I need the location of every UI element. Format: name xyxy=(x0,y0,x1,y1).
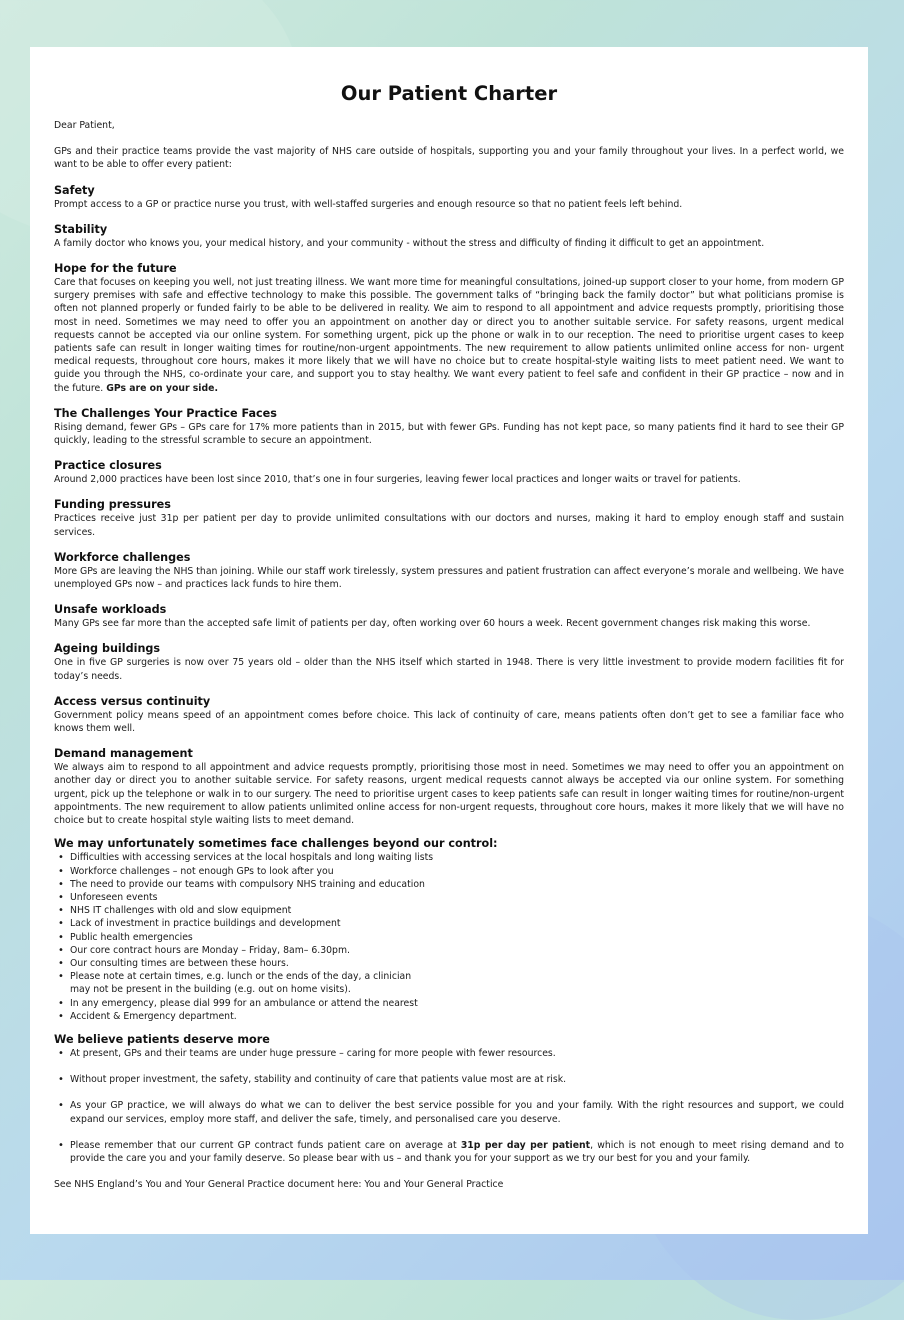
believe-list-heading: We believe patients deserve more xyxy=(54,1032,270,1046)
list-item-bold-text: 31p per day per patient xyxy=(460,1139,591,1151)
section-body-closures: Around 2,000 practices have been lost since 2010, that’s one in four surgeries, leaving fewer local practices and longer waits or travel for patients. xyxy=(54,474,741,486)
footer-note: See NHS England’s You and Your General Practice document here: You and Your General Practice xyxy=(54,1179,504,1191)
believe-list xyxy=(54,1047,844,1165)
section-heading-access: Access versus continuity xyxy=(54,694,211,708)
list-item: • At present, GPs and their teams are under huge pressure – caring for more people with fewer resources. xyxy=(70,1047,844,1060)
section-body-demand: We always aim to respond to all appointment and advice requests promptly, prioritising those most in need. Sometimes we may need to offer you an appointment on another day or direct you to another suitable service. For safety reasons, urgent medical requests cannot always be accepted via our online system. For something urgent, pick up the telephone or walk in to our surgery. The need to prioritise urgent cases to keep patients safe can result in longer waiting times for routine/non-urgent appointments. The new requirement to allow patients unlimited online access for non-urgent requests, throughout core hours, makes it more likely that we will have no choice but to create hospital style waiting lists to meet demand. xyxy=(54,762,844,827)
challenges-list xyxy=(54,851,844,1023)
section-body-safety: Prompt access to a GP or practice nurse you trust, with well-staffed surgeries and enough resource so that no patient feels left behind. xyxy=(54,198,683,210)
section-heading-closures: Practice closures xyxy=(54,459,162,473)
section-heading-demand: Demand management xyxy=(54,747,193,761)
list-item xyxy=(70,1139,844,1165)
intro-paragraph: GPs and their practice teams provide the vast majority of NHS care outside of hospitals, supporting you and your family throughout your lives. In a perfect world, we want to be able to offer every patient: xyxy=(54,146,844,171)
section-body-stability: A family doctor who knows you, your medical history, and your community - without the stress and difficulty of finding it difficult to get an appointment. xyxy=(54,237,765,249)
section-heading-hope: Hope for the future xyxy=(54,262,177,276)
section-heading-workloads: Unsafe workloads xyxy=(54,603,167,617)
list-item: • Unforeseen events xyxy=(70,891,844,904)
hope-text: Care that focuses on keeping you well, not just treating illness. We want more time for meaningful consultations, joined-up support closer to your home, from modern GP surgery premises with safe and effective technology to make this possible. The government talks of “bringing back the family doctor” but what politicians promise is often not planned properly or funded fairly to be able to be delivered in reality. We aim to respond to all appointment and advice requests promptly, prioritising those most in need. Sometimes we may need to offer you an appointment on another day or direct you to another suitable service. For safety reasons, urgent medical requests cannot be accepted via our online system. For something urgent, pick up the phone or walk in to our reception. The need to prioritise urgent cases to keep patients safe can result in longer waiting times for routine/non-urgent appointments. The new requirement to allow patients unlimited online access for non- urgent medical requests, throughout core hours, makes it more likely that we will have no choice but to create hospital-style waiting lists to meet patient need. We want to guide you through the NHS, co-ordinate your care, and support you to stay healthy. We want every patient to feel safe and confident in their GP practice – now and in the future. xyxy=(54,277,844,394)
list-item-text: Please remember that our current GP contract funds patient care on average at xyxy=(70,1139,461,1151)
challenges-list-heading: We may unfortunately sometimes face challenges beyond our control: xyxy=(54,837,498,851)
hope-bold-text: GPs are on your side. xyxy=(106,382,218,394)
section-body-funding: Practices receive just 31p per patient per day to provide unlimited consultations with our doctors and nurses, making it hard to employ enough staff and sustain services. xyxy=(54,513,844,538)
section-body-hope xyxy=(54,276,844,395)
list-item: • Difficulties with accessing services at the local hospitals and long waiting lists xyxy=(70,851,844,864)
page-title: Our Patient Charter xyxy=(340,82,558,105)
list-item: • In any emergency, please dial 999 for an ambulance or attend the nearest xyxy=(70,997,844,1010)
section-heading-safety: Safety xyxy=(54,183,95,197)
list-item: • Accident & Emergency department. xyxy=(70,1010,844,1023)
list-item: • Without proper investment, the safety, stability and continuity of care that patients value most are at risk. xyxy=(70,1073,844,1086)
section-heading-workforce: Workforce challenges xyxy=(54,550,191,564)
section-heading-funding: Funding pressures xyxy=(54,498,171,512)
section-heading-stability: Stability xyxy=(54,222,108,236)
section-body-workforce: More GPs are leaving the NHS than joining. While our staff work tirelessly, system pressures and patient frustration can affect everyone’s morale and wellbeing. We have unemployed GPs now – and practices lack funds to hire them. xyxy=(54,565,845,591)
list-item-line: may not be present in the building (e.g. out on home visits). xyxy=(70,984,351,996)
section-body-buildings: One in five GP surgeries is now over 75 years old – older than the NHS itself which started in 1948. There is very little investment to provide modern facilities fit for today’s needs. xyxy=(54,657,844,682)
list-item-line: Please note at certain times, e.g. lunch or the ends of the day, a clinician xyxy=(70,971,412,983)
charter-page xyxy=(30,47,868,1234)
section-body-workloads: Many GPs see far more than the accepted safe limit of patients per day, often working over 60 hours a week. Recent government changes risk making this worse. xyxy=(54,618,811,630)
section-heading-challenges: The Challenges Your Practice Faces xyxy=(54,406,277,420)
list-item: • As your GP practice, we will always do what we can to deliver the best service possible for you and your family. With the right resources and support, we could expand our services, employ more staff, and deliver the safe, timely, and personalised care you deserve. xyxy=(70,1099,844,1125)
list-item: • Our core contract hours are Monday – Friday, 8am– 6.30pm. xyxy=(70,944,844,957)
list-item: • NHS IT challenges with old and slow equipment xyxy=(70,904,844,917)
section-body-access: Government policy means speed of an appointment comes before choice. This lack of continuity of care, means patients often don’t get to see a familiar face who knows them well. xyxy=(54,709,844,735)
list-item: • The need to provide our teams with compulsory NHS training and education xyxy=(70,878,844,891)
greeting: Dear Patient, xyxy=(54,120,115,131)
section-heading-buildings: Ageing buildings xyxy=(54,642,161,656)
list-item: • Workforce challenges – not enough GPs to look after you xyxy=(70,865,844,878)
list-item: • Lack of investment in practice buildings and development xyxy=(70,917,844,930)
list-item xyxy=(70,970,844,996)
list-item: • Our consulting times are between these hours. xyxy=(70,957,844,970)
section-body-challenges: Rising demand, fewer GPs – GPs care for 17% more patients than in 2015, but with fewer GPs. Funding has not kept pace, so many patients find it hard to see their GP quickly, leading to the stressful scramble to secure an appointment. xyxy=(54,421,844,447)
list-item-text: , which is not enough to meet rising demand and to provide the care you and your family deserve. So please bear with us – and thank you for your support as we try our best for you and your family. xyxy=(70,1139,844,1164)
list-item: • Public health emergencies xyxy=(70,931,844,944)
